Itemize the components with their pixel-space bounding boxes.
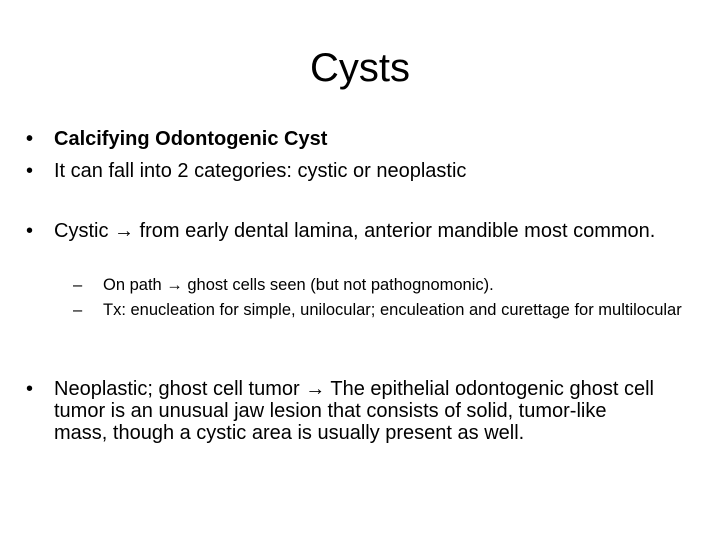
slide-title: Cysts — [310, 46, 410, 90]
sub-bullet-marker: – — [73, 276, 83, 294]
bullet-item — [26, 378, 654, 444]
sub-bullet-item — [73, 276, 693, 294]
bullet-text: Cystic → from early dental lamina, anterior mandible most common. — [54, 220, 656, 242]
bullet-item — [26, 128, 694, 150]
sub-bullet-text: On path → ghost cells seen (but not pathognomonic). — [103, 276, 494, 294]
bullet-text: Neoplastic; ghost cell tumor → The epithelial odontogenic ghost cell tumor is an unusual jaw lesion that consists of solid, tumor-like mass, though a cystic area is usually present as well. — [54, 378, 654, 444]
bullet-marker: • — [26, 220, 34, 242]
bullet-text: It can fall into 2 categories: cystic or neoplastic — [54, 160, 467, 182]
sub-bullet-text: Tx: enucleation for simple, unilocular; enculeation and curettage for multilocular — [103, 301, 682, 319]
bullet-text: Calcifying Odontogenic Cyst — [54, 128, 328, 150]
bullet-marker: • — [26, 378, 34, 400]
sub-bullet-marker: – — [73, 301, 83, 319]
bullet-marker: • — [26, 128, 34, 150]
bullet-item — [26, 220, 674, 242]
bullet-item — [26, 160, 694, 182]
bullet-marker: • — [26, 160, 34, 182]
sub-bullet-item — [73, 301, 693, 319]
